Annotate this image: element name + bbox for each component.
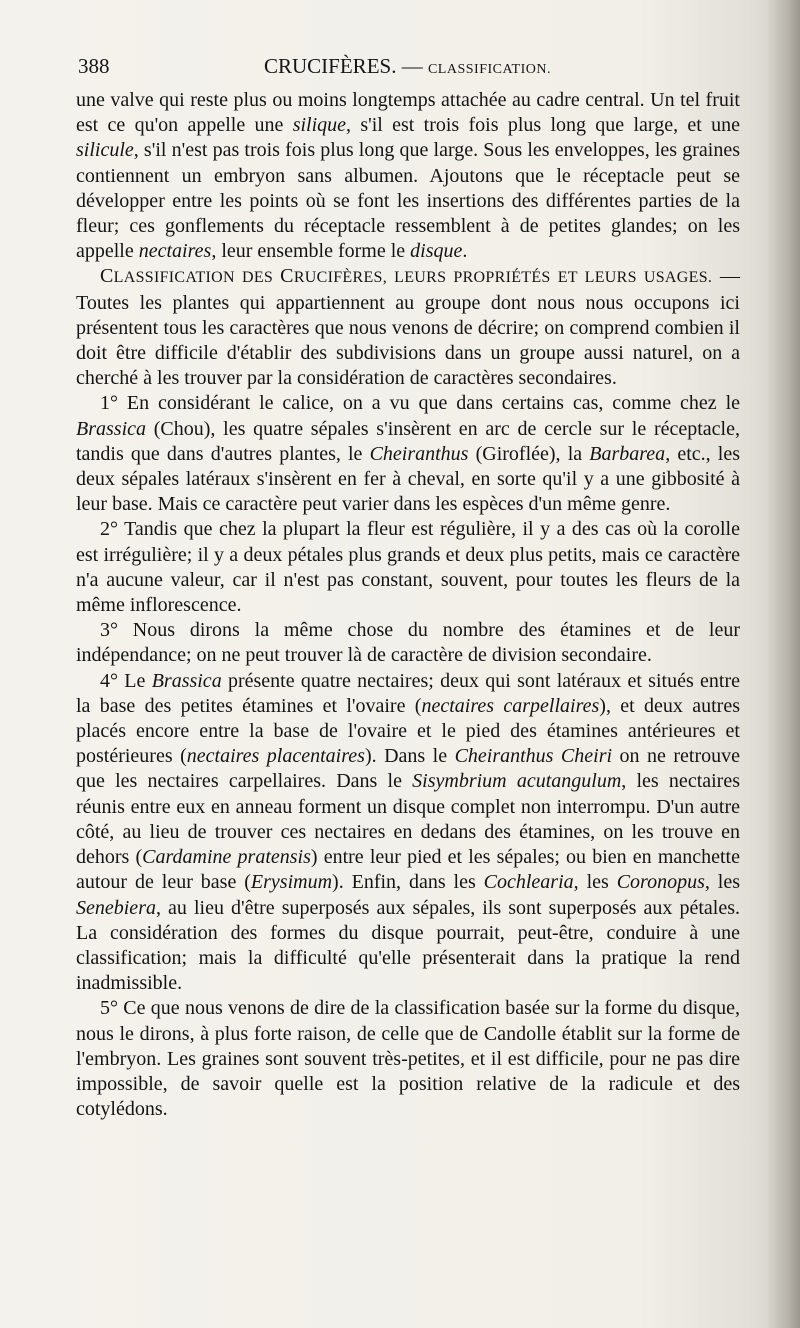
term-sisymbrium: Sisymbrium acutangulum (412, 770, 622, 793)
text-run: on ne retrouve que les nectaires carpellaires. Dans le (76, 745, 740, 793)
page-edge-shadow (766, 0, 800, 1328)
text-run: , etc., les deux sépales latéraux s'insèrent en fer à cheval, en sorte qu'il y a une gibbosité à leur base. Mais ce caractère peut varier dans les espèces d'un même genre. (76, 442, 740, 516)
text-run: une valve qui reste plus ou moins longtemps attachée au cadre central. Un tel fruit est ce qu'on appelle une (76, 89, 740, 137)
text-run: ), et deux autres placés encore entre la base de l'ovaire et le pied des étamines antérieures et postérieures ( (76, 694, 740, 768)
term-nectaires-placentaires: nectaires placentaires (186, 745, 365, 768)
page-number: 388 (78, 54, 110, 78)
body-text (76, 88, 740, 1122)
text-run: (Giroflée), la (468, 442, 590, 465)
text-run: 4° Le (100, 669, 152, 692)
text-run: présente quatre nectaires; deux qui sont latéraux et situés entre la base des petites étamines et l'ovaire ( (76, 669, 740, 717)
text-run: . (462, 240, 468, 263)
running-head-title: CRUCIFÈRES. (264, 54, 397, 78)
paragraph-etamines: 3° Nous dirons la même chose du nombre des étamines et de leur indépendance; on ne peut trouver là de caractère de division secondaire. (76, 619, 740, 667)
running-head (264, 54, 551, 79)
running-head-section: CLASSIFICATION. (427, 62, 551, 77)
text-run: , s'il n'est pas trois fois plus long que large. Sous les enveloppes, les graines contiennent un embryon sans albumen. Ajoutons que le réceptacle peut se développer entre les points où se font les insertions des différentes parties de la fleur; ces gonflements du réceptacle ressemblent à de petites glandes; on les appelle (76, 139, 740, 263)
text-run: , au lieu d'être superposés aux sépales, ils sont superposés aux pétales. La considération des formes du disque pourrait, peut-être, conduire à une classification; mais la difficulté qu'elle présenterait dans la pratique la rend inadmissible. (76, 896, 740, 995)
term-silique: silique (292, 114, 347, 137)
term-disque: disque (410, 240, 463, 263)
paragraph-classification (76, 264, 740, 391)
text-run: , les (573, 871, 617, 894)
text-run: ). Enfin, dans les (332, 871, 484, 894)
text-run: , les nectaires réunis entre eux en anneau forment un disque complet non interrompu. D'un autre côté, au lieu de trouver ces nectaires en dedans des étamines, on les trouve en dehors ( (76, 770, 740, 869)
term-silicule: silicule (76, 139, 134, 162)
text-run: , les (704, 871, 741, 894)
text-run: (Chou), les quatre sépales s'insèrent en arc de cercle sur le réceptacle, tandis que dans d'autres plantes, le (76, 417, 740, 465)
term-senebiera: Senebiera (76, 896, 156, 919)
text-run: ). Dans le (364, 745, 455, 768)
paragraph-corolle: 2° Tandis que chez la plupart la fleur est régulière, il y a des cas où la corolle est irrégulière; il y a deux pétales plus grands et deux plus petits, mais ce caractère n'a aucune valeur, car il n'est pas constant, souvent, pour toutes les fleurs de la même inflorescence. (76, 518, 740, 617)
running-head-separator: — (396, 54, 428, 78)
term-coronopus: Coronopus (616, 871, 705, 894)
text-run: , s'il est trois fois plus long que large, et une (346, 114, 741, 137)
term-brassica: Brassica (76, 417, 146, 440)
term-cochlearia: Cochlearia (483, 871, 574, 894)
term-erysimum: Erysimum (250, 871, 333, 894)
term-nectaires: nectaires (138, 240, 212, 263)
term-cheiranthus: Cheiranthus (369, 442, 469, 465)
paragraph-fruit (76, 88, 740, 264)
term-barbarea: Barbarea (589, 442, 666, 465)
text-run: 1° En considérant le calice, on a vu que dans certains cas, comme chez le (100, 392, 740, 415)
term-cheiranthus-cheiri: Cheiranthus Cheiri (454, 745, 613, 768)
text-run: — Toutes les plantes qui appartiennent au groupe dont nous nous occupons ici présentent tous les caractères que nous venons de décrire; on comprend combien il doit être difficile d'établir des subdivisions dans un groupe aussi naturel, on a cherché à les trouver par la considération de caractères secondaires. (76, 265, 740, 390)
running-header (78, 54, 738, 90)
term-cardamine: Cardamine pratensis (142, 846, 311, 869)
paragraph-embryon: 5° Ce que nous venons de dire de la classification basée sur la forme du disque, nous le dirons, à plus forte raison, de celle que de Candolle établit sur la forme de l'embryon. Les graines sont souvent très-petites, et il est difficile, pour ne pas dire impossible, de savoir quelle est la position relative de la radicule et des cotylédons. (76, 997, 740, 1121)
term-brassica: Brassica (151, 669, 222, 692)
section-heading: CLASSIFICATION DES CRUCIFÈRES, LEURS PROPRIÉTÉS ET LEURS USAGES. (100, 265, 713, 288)
text-run: , leur ensemble forme le (211, 240, 411, 263)
text-run: ) entre leur pied et les sépales; ou bien en manchette autour de leur base ( (76, 846, 740, 894)
paragraph-nectaires (76, 669, 740, 997)
term-nectaires-carpellaires: nectaires carpellaires (421, 694, 600, 717)
paragraph-calice (76, 391, 740, 517)
